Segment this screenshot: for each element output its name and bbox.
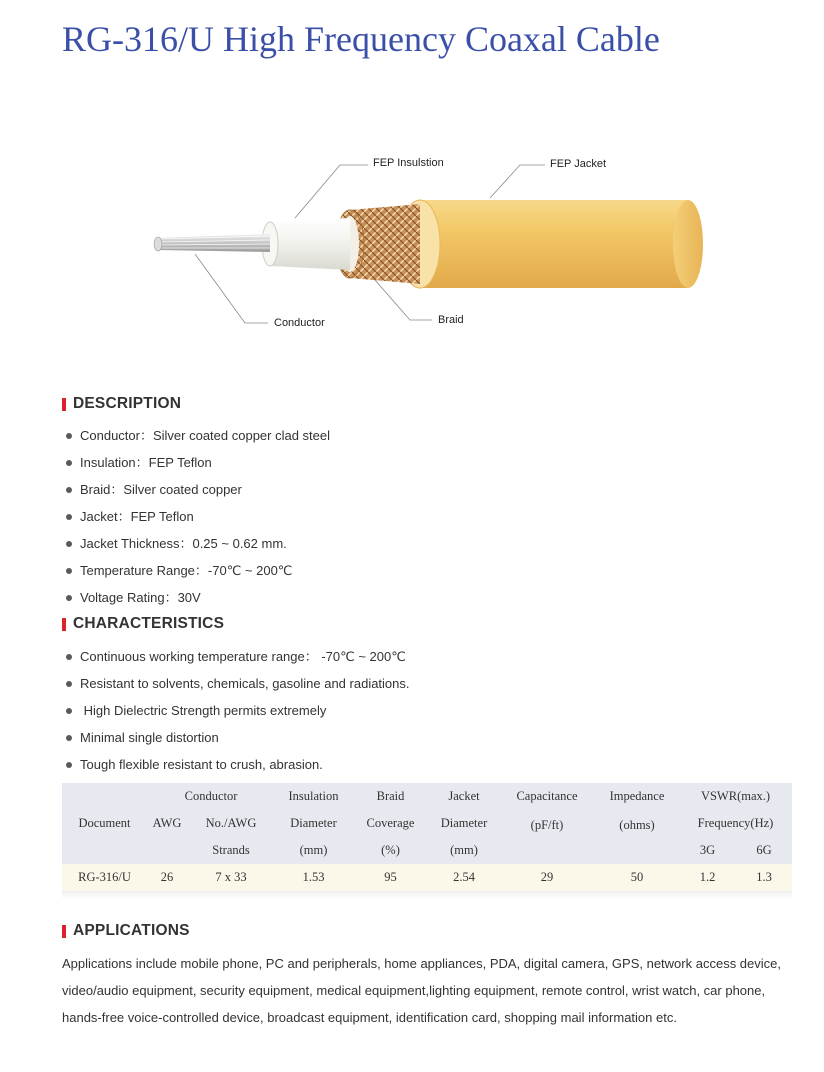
list-item: Insulation：FEP Teflon bbox=[62, 449, 330, 476]
col-vswr: VSWR(max.) bbox=[679, 783, 792, 810]
description-list bbox=[62, 422, 330, 611]
bullet-icon bbox=[66, 433, 72, 439]
list-item: Temperature Range：-70℃ ~ 200℃ bbox=[62, 557, 330, 584]
jacket-label: FEP Jacket bbox=[550, 158, 607, 170]
bullet-icon bbox=[66, 460, 72, 466]
cell-vswr-6g: 1.3 bbox=[736, 864, 792, 891]
list-item: Resistant to solvents, chemicals, gasoline and radiations. bbox=[62, 670, 410, 697]
col-frequency: Frequency(Hz) bbox=[679, 810, 792, 837]
section-marker-icon bbox=[62, 398, 66, 411]
bullet-icon bbox=[66, 514, 72, 520]
bullet-icon bbox=[66, 568, 72, 574]
table-shadow bbox=[62, 891, 792, 899]
cell-capacitance: 29 bbox=[499, 864, 595, 891]
conductor-label: Conductor bbox=[274, 317, 325, 329]
list-item: Voltage Rating：30V bbox=[62, 584, 330, 611]
col-3g: 3G bbox=[679, 837, 736, 864]
braid-label: Braid bbox=[438, 314, 464, 326]
conductor-callout-line bbox=[195, 254, 268, 323]
bullet-icon bbox=[66, 762, 72, 768]
insulation-body bbox=[270, 218, 350, 270]
page-title: RG-316/U High Frequency Coaxal Cable bbox=[62, 19, 660, 59]
col-strands: Strands bbox=[187, 837, 275, 864]
col-insulation: Insulation bbox=[275, 783, 352, 810]
jacket-body bbox=[420, 200, 693, 288]
section-marker-icon bbox=[62, 618, 66, 631]
cell-document: RG-316/U bbox=[62, 864, 147, 891]
applications-text: Applications include mobile phone, PC and peripherals, home appliances, PDA, digital camera, GPS, network access device, video/audio equipment, security equipment, medical equipment,lighting equipment, remote control, wrist watch, car phone, hands-free voice-controlled device, broadcast equipment, identification card, shopping mail information etc. bbox=[62, 956, 781, 1025]
section-marker-icon bbox=[62, 925, 66, 938]
cell-jacket-diameter: 2.54 bbox=[429, 864, 499, 891]
col-jacket: Jacket bbox=[429, 783, 499, 810]
applications-heading: APPLICATIONS bbox=[62, 922, 190, 940]
conductor-face bbox=[154, 237, 162, 251]
cell-insulation-diameter: 1.53 bbox=[275, 864, 352, 891]
list-item: Continuous working temperature range： -70℃ ~ 200℃ bbox=[62, 643, 410, 670]
col-6g: 6G bbox=[736, 837, 792, 864]
col-capacitance: Capacitance (pF/ft) bbox=[499, 783, 595, 864]
col-impedance: Impedance (ohms) bbox=[595, 783, 679, 864]
col-jacket-mm: (mm) bbox=[429, 837, 499, 864]
jacket-end bbox=[673, 200, 703, 288]
col-document: Document bbox=[62, 783, 147, 864]
insulation-label: FEP Insulstion bbox=[373, 157, 444, 169]
jacket-callout-line bbox=[490, 165, 545, 198]
col-braid-pct: (%) bbox=[352, 837, 429, 864]
cell-vswr-3g: 1.2 bbox=[679, 864, 736, 891]
bullet-icon bbox=[66, 541, 72, 547]
list-item: Braid：Silver coated copper bbox=[62, 476, 330, 503]
cell-impedance: 50 bbox=[595, 864, 679, 891]
description-heading: DESCRIPTION bbox=[62, 395, 181, 413]
list-item: Minimal single distortion bbox=[62, 724, 410, 751]
col-insulation-diameter: Diameter bbox=[275, 810, 352, 837]
spec-table bbox=[62, 783, 792, 899]
col-jacket-diameter: Diameter bbox=[429, 810, 499, 837]
list-item: Jacket：FEP Teflon bbox=[62, 503, 330, 530]
list-item: Conductor：Silver coated copper clad steel bbox=[62, 422, 330, 449]
cell-braid-coverage: 95 bbox=[352, 864, 429, 891]
characteristics-list bbox=[62, 643, 410, 778]
bullet-icon bbox=[66, 487, 72, 493]
bullet-icon bbox=[66, 735, 72, 741]
bullet-icon bbox=[66, 654, 72, 660]
bullet-icon bbox=[66, 595, 72, 601]
col-awg: AWG bbox=[147, 810, 187, 864]
list-item: Jacket Thickness：0.25 ~ 0.62 mm. bbox=[62, 530, 330, 557]
list-item: High Dielectric Strength permits extremely bbox=[62, 697, 410, 724]
table-row bbox=[62, 864, 792, 891]
col-braid: Braid bbox=[352, 783, 429, 810]
col-no-awg: No./AWG bbox=[187, 810, 275, 837]
cell-strands: 7 x 33 bbox=[187, 864, 275, 891]
cell-awg: 26 bbox=[147, 864, 187, 891]
col-conductor: Conductor bbox=[147, 783, 275, 810]
bullet-icon bbox=[66, 681, 72, 687]
list-item: Tough flexible resistant to crush, abrasion. bbox=[62, 751, 410, 778]
cable-diagram bbox=[140, 140, 710, 360]
bullet-icon bbox=[66, 708, 72, 714]
cable-cross-section-illustration bbox=[140, 140, 710, 360]
col-braid-coverage: Coverage bbox=[352, 810, 429, 837]
col-insulation-mm: (mm) bbox=[275, 837, 352, 864]
characteristics-heading: CHARACTERISTICS bbox=[62, 615, 224, 633]
